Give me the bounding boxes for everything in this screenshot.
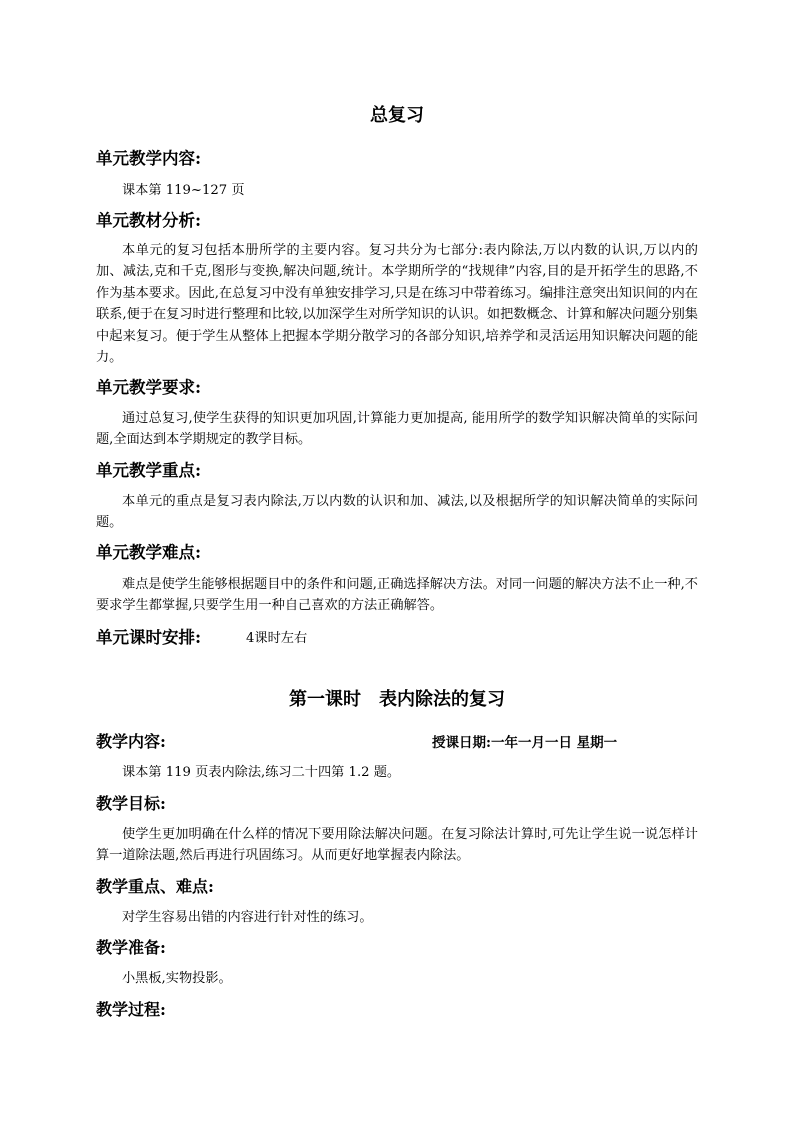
lesson-goal-heading: 教学目标: (96, 794, 166, 813)
lesson-focus-text: 对学生容易出错的内容进行针对性的练习。 (122, 910, 373, 925)
lesson-process-heading: 教学过程: (96, 1000, 166, 1019)
lesson-prep-heading: 教学准备: (96, 938, 166, 957)
lesson-prep-text: 小黑板,实物投影。 (122, 971, 232, 986)
unit-content-heading: 单元教学内容: (96, 149, 202, 168)
unit-requirement-text: 通过总复习,使学生获得的知识更加巩固,计算能力更加提高, 能用所学的数学知识解决简单的实际问题,全面达到本学期规定的教学目标。 (96, 411, 698, 448)
unit-key-text: 本单元的重点是复习表内除法,万以内数的认识和加、减法,以及根据所学的知识解决简单的实际问题。 (96, 494, 698, 531)
lesson-goal-text: 使学生更加明确在什么样的情况下要用除法解决问题。在复习除法计算时,可先让学生说一说怎样计算一道除法题,然后再进行巩固练习。从而更好地掌握表内除法。 (96, 827, 698, 864)
lesson-title: 第一课时 表内除法的复习 (289, 689, 505, 710)
lesson-date-label: 授课日期:一年一月一日 星期一 (432, 735, 618, 751)
unit-key-heading: 单元教学重点: (96, 461, 202, 480)
unit-content-text: 课本第 119~127 页 (122, 183, 245, 198)
unit-analysis-heading: 单元教材分析: (96, 211, 202, 230)
unit-analysis-text: 本单元的复习包括本册所学的主要内容。复习共分为七部分:表内除法,万以内数的认识,万以内的加、减法,克和千克,图形与变换,解决问题,统计。本学期所学的“找规律”内容,目的是开拓学生的思路,不作为基本要求。因此,在总复习中没有单独安排学习,只是在练习中带着练习。编排注意突出知识间的内在联系,便于在复习时进行整理和比较,以加深学生对所学知识的认识。如把数概念、计算和解决问题分别集中起来复习。便于学生从整体上把握本学期分散学习的各部分知识,培养学和灵活运用知识解决问题的能力。 (96, 243, 698, 366)
lesson-focus-heading: 教学重点、难点: (96, 877, 214, 896)
document-title: 总复习 (370, 105, 424, 126)
lesson-content-text: 课本第 119 页表内除法,练习二十四第 1.2 题。 (122, 765, 401, 780)
unit-requirement-heading: 单元教学要求: (96, 378, 202, 397)
unit-schedule-heading: 单元课时安排: (96, 628, 202, 647)
unit-difficulty-heading: 单元教学难点: (96, 543, 202, 562)
unit-difficulty-text: 难点是使学生能够根据题目中的条件和问题,正确选择解决方法。对同一问题的解决方法不止一种,不要求学生都掌握,只要学生用一种自己喜欢的方法正确解答。 (96, 577, 698, 614)
unit-schedule-text: 4课时左右 (246, 631, 308, 646)
lesson-content-heading: 教学内容: (96, 732, 166, 751)
